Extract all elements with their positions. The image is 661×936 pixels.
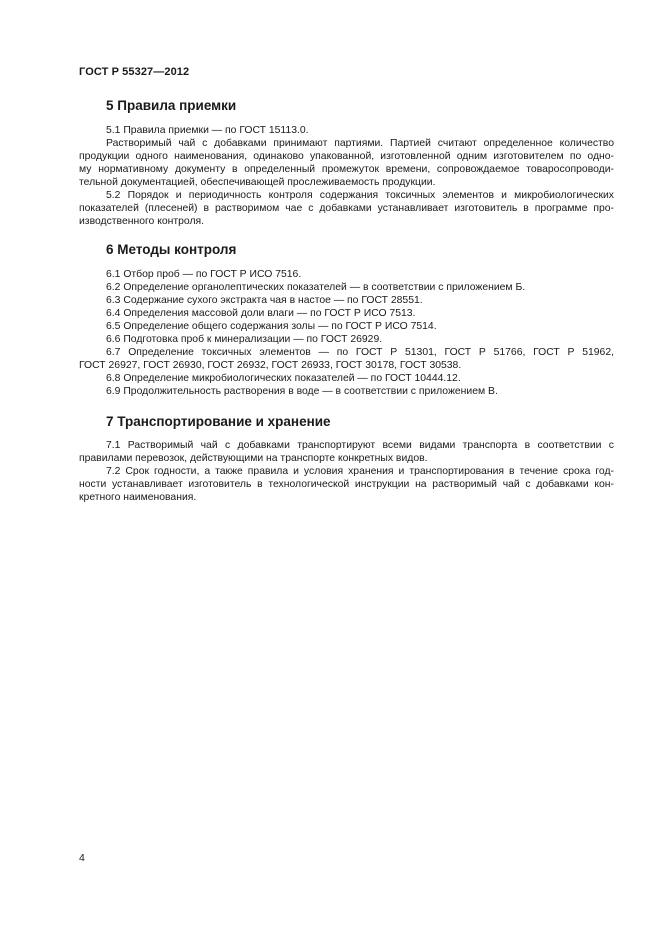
section-7-line: правилами перевозок, действующими на транспорте конкретных видов.: [79, 453, 428, 464]
section-6-line: 6.7 Определение токсичных элементов — по ГОСТ Р 51301, ГОСТ Р 51766, ГОСТ Р 51962,: [106, 347, 614, 358]
section-5-line: показателей (плесеней) в растворимом чае с добавками устанавливает изготовитель в программе про-: [79, 203, 614, 214]
section-5-line: Растворимый чай с добавками принимают партиями. Партией считают определенное количество: [106, 138, 614, 149]
section-5-title: 5 Правила приемки: [106, 98, 237, 113]
section-5-line: 5.2 Порядок и периодичность контроля содержания токсичных элементов и микробиологических: [106, 190, 614, 201]
section-5-line: продукции одного наименования, одинаково упакованной, изготовленной одним изготовителем по одно-: [79, 151, 614, 162]
section-7-title: 7 Транспортирование и хранение: [106, 414, 331, 429]
section-6-line: 6.2 Определение органолептических показателей — в соответствии с приложением Б.: [106, 282, 526, 293]
section-6-line: 6.8 Определение микробиологических показателей — по ГОСТ 10444.12.: [106, 373, 461, 384]
section-6-title: 6 Методы контроля: [106, 242, 237, 257]
section-5-line: 5.1 Правила приемки — по ГОСТ 15113.0.: [106, 125, 309, 136]
section-7-line: 7.2 Срок годности, а также правила и условия хранения и транспортирования в течение срока год-: [106, 466, 614, 477]
section-6-line: 6.9 Продолжительность растворения в воде — в соответствии с приложением В.: [106, 386, 498, 397]
section-7-line: ности устанавливает изготовитель в технологической инструкции на растворимый чай с добавками кон-: [79, 479, 614, 490]
section-5-line: изводственного контроля.: [79, 216, 205, 227]
section-6-line: 6.1 Отбор проб — по ГОСТ Р ИСО 7516.: [106, 269, 302, 280]
section-6-line: ГОСТ 26927, ГОСТ 26930, ГОСТ 26932, ГОСТ 26933, ГОСТ 30178, ГОСТ 30538.: [79, 360, 462, 371]
document-header: ГОСТ Р 55327—2012: [79, 66, 190, 78]
section-6-line: 6.3 Содержание сухого экстракта чая в настое — по ГОСТ 28551.: [106, 295, 423, 306]
section-6-line: 6.6 Подготовка проб к минерализации — по ГОСТ 26929.: [106, 334, 383, 345]
section-5-line: тельной документацией, обеспечивающей прослеживаемость продукции.: [79, 177, 436, 188]
section-6-line: 6.5 Определение общего содержания золы — по ГОСТ Р ИСО 7514.: [106, 321, 437, 332]
section-7-line: 7.1 Растворимый чай с добавками транспортируют всеми видами транспорта в соответствии с: [106, 440, 614, 451]
section-5-line: му нормативному документу в определенный промежуток времени, сопровождаемое товаросопроводи-: [79, 164, 614, 175]
section-6-line: 6.4 Определения массовой доли влаги — по ГОСТ Р ИСО 7513.: [106, 308, 416, 319]
page-number: 4: [79, 852, 85, 864]
section-7-line: кретного наименования.: [79, 492, 197, 503]
